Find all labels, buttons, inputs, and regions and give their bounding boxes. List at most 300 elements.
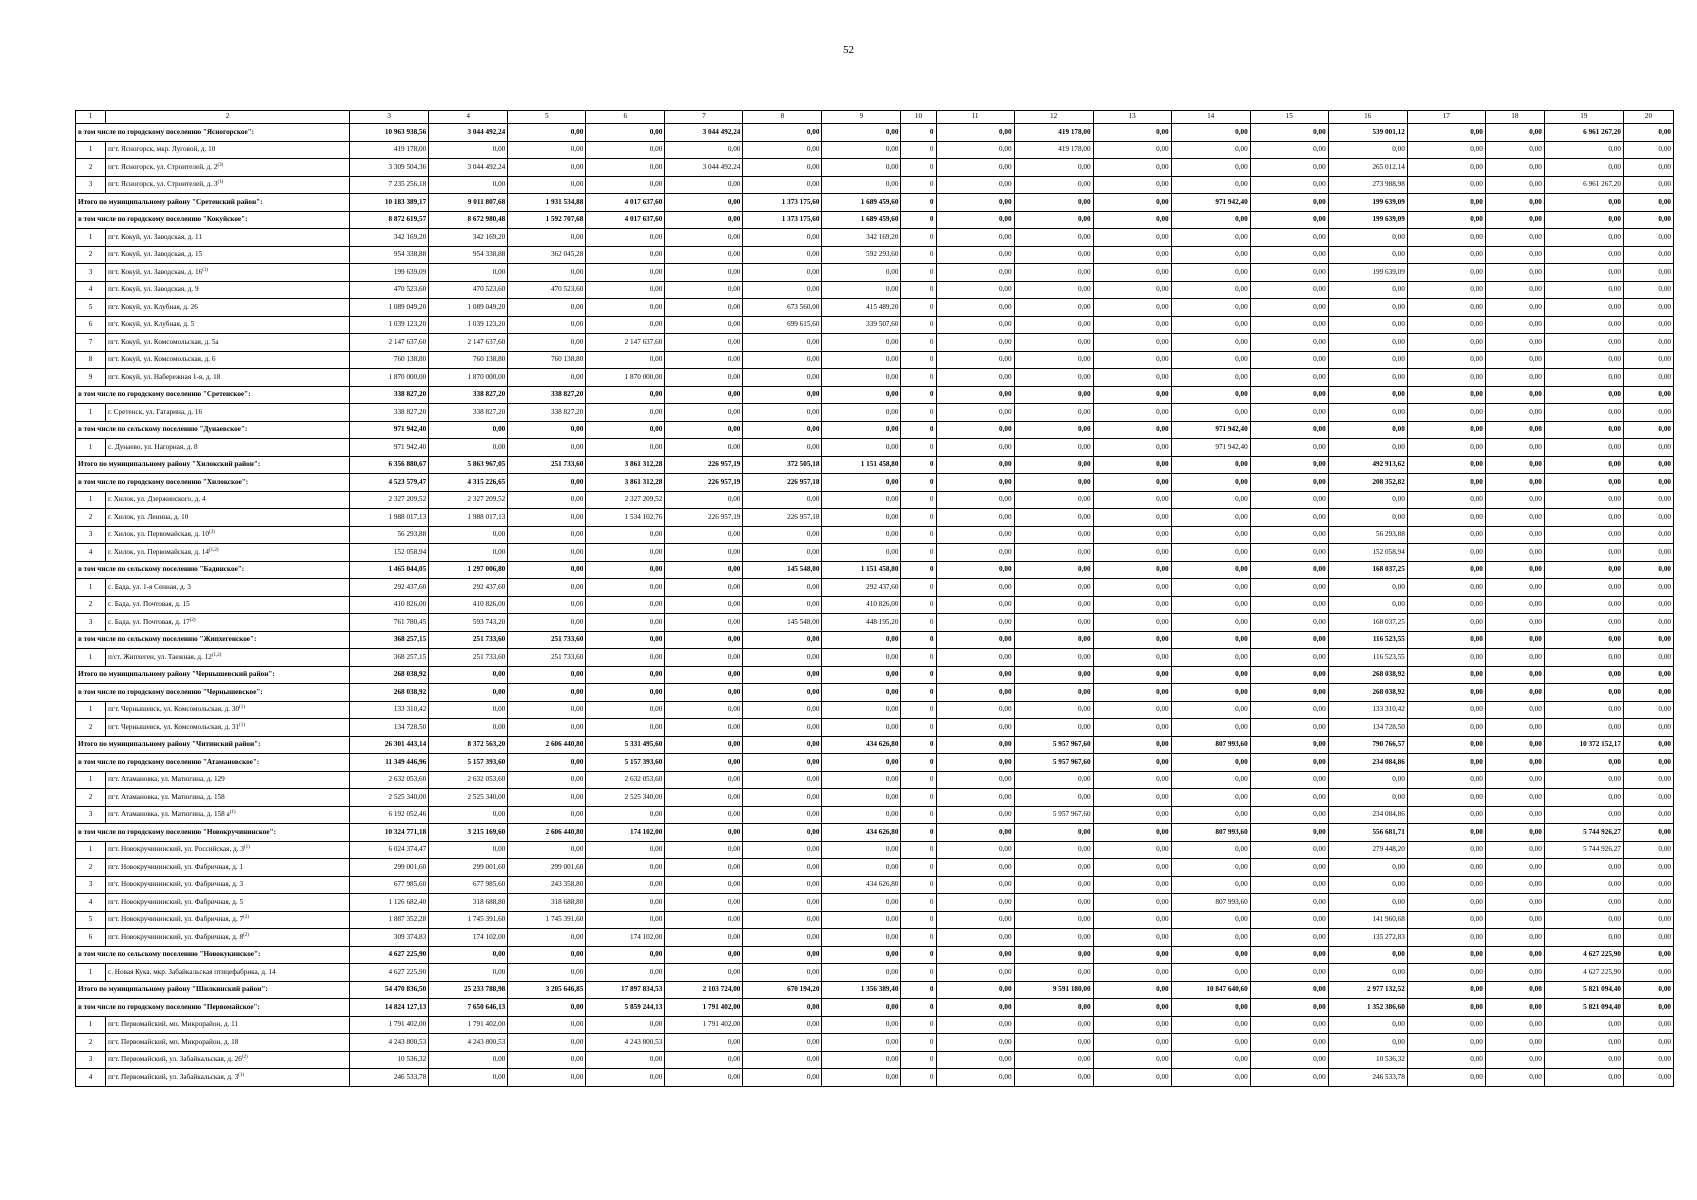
value-cell xyxy=(1544,474,1623,492)
value-cell xyxy=(901,649,936,667)
table-row xyxy=(76,176,1674,194)
value-cell xyxy=(1093,281,1171,299)
address-cell xyxy=(106,911,350,929)
cell-text: 0,00 xyxy=(1658,740,1671,749)
value-cell xyxy=(1014,421,1093,439)
cell-text: 1 xyxy=(88,145,93,154)
value-cell xyxy=(1328,649,1407,667)
cell-text: 0,00 xyxy=(885,915,899,924)
cell-text: 0,00 xyxy=(885,372,899,381)
cell-text: 0,00 xyxy=(1608,687,1621,696)
value-cell xyxy=(586,456,665,474)
value-cell xyxy=(429,946,508,964)
cell-text: 0,00 xyxy=(1470,967,1483,976)
value-cell xyxy=(586,649,665,667)
value-cell xyxy=(429,964,508,982)
value-cell xyxy=(901,561,936,579)
cell-text: 954 338,88 xyxy=(472,250,506,259)
cell-text: 246 533,78 xyxy=(1372,1072,1405,1081)
subtotal-row xyxy=(76,754,1674,772)
value-cell xyxy=(350,176,429,194)
cell-text: 0 xyxy=(929,600,934,609)
cell-text: 0,00 xyxy=(570,687,584,696)
cell-text: 0,00 xyxy=(649,950,663,959)
address-cell xyxy=(106,141,350,159)
cell-text: 0,00 xyxy=(1608,460,1621,469)
value-cell xyxy=(901,841,936,859)
cell-text: 0,00 xyxy=(727,740,741,749)
cell-text: 0,00 xyxy=(1529,600,1542,609)
value-cell xyxy=(1014,1034,1093,1052)
cell-text: 0,00 xyxy=(649,1020,663,1029)
cell-text: пгт. Кокуй, ул. Комсомольская, д. 5а xyxy=(108,337,219,346)
value-cell xyxy=(665,631,743,649)
value-cell xyxy=(1093,894,1171,912)
value-cell xyxy=(586,404,665,422)
value-cell xyxy=(1544,684,1623,702)
cell-text: 0,00 xyxy=(649,705,663,714)
value-cell xyxy=(1407,264,1485,282)
cell-text: 0,00 xyxy=(1658,215,1671,224)
value-cell xyxy=(1171,841,1250,859)
cell-text: 0,00 xyxy=(492,180,506,189)
subtotal-row xyxy=(76,631,1674,649)
value-cell xyxy=(1485,754,1544,772)
value-cell xyxy=(936,141,1014,159)
cell-text: 0,00 xyxy=(727,302,741,311)
value-cell xyxy=(822,684,901,702)
value-cell xyxy=(429,1016,508,1034)
cell-text: 0,00 xyxy=(1235,512,1248,521)
cell-text: 0,00 xyxy=(727,775,741,784)
cell-text: 1 791 402,00 xyxy=(388,1020,427,1029)
value-cell xyxy=(350,824,429,842)
value-cell xyxy=(743,491,822,509)
value-cell xyxy=(1328,474,1407,492)
value-cell xyxy=(1250,281,1328,299)
value-cell xyxy=(1171,894,1250,912)
address-cell xyxy=(106,649,350,667)
cell-text: 1 151 458,80 xyxy=(860,460,899,469)
value-cell xyxy=(1093,159,1171,177)
cell-text: 0,00 xyxy=(1156,810,1169,819)
cell-text: 0,00 xyxy=(1470,845,1483,854)
cell-text: 0,00 xyxy=(1156,372,1169,381)
value-cell xyxy=(1171,561,1250,579)
value-cell xyxy=(822,544,901,562)
value-cell xyxy=(1250,859,1328,877)
cell-text: 0,00 xyxy=(727,915,741,924)
value-cell xyxy=(1014,404,1093,422)
value-cell xyxy=(429,176,508,194)
cell-text: 0,00 xyxy=(1156,250,1169,259)
value-cell xyxy=(1328,596,1407,614)
row-number xyxy=(76,439,106,457)
cell-text: 0,00 xyxy=(1529,512,1542,521)
value-cell xyxy=(743,334,822,352)
value-cell xyxy=(1544,421,1623,439)
value-cell xyxy=(1485,719,1544,737)
cell-text: 0,00 xyxy=(1313,512,1326,521)
cell-text: 0,00 xyxy=(998,582,1012,591)
value-cell xyxy=(901,281,936,299)
value-cell xyxy=(665,211,743,229)
cell-text: 0,00 xyxy=(1235,407,1248,416)
value-cell xyxy=(665,456,743,474)
value-cell xyxy=(1544,386,1623,404)
cell-text: 0 xyxy=(929,792,934,801)
cell-text: 0,00 xyxy=(998,337,1012,346)
value-cell xyxy=(1014,894,1093,912)
value-cell xyxy=(901,474,936,492)
column-header: 20 xyxy=(1623,111,1673,124)
value-cell xyxy=(1623,999,1673,1017)
value-cell xyxy=(1623,596,1673,614)
value-cell xyxy=(429,334,508,352)
value-cell xyxy=(1485,159,1544,177)
cell-text: 0,00 xyxy=(1392,337,1405,346)
value-cell xyxy=(1014,229,1093,247)
cell-text: 0,00 xyxy=(570,302,584,311)
cell-text: 0,00 xyxy=(998,477,1012,486)
footnote-marker: (1) xyxy=(239,705,245,711)
cell-text: 0,00 xyxy=(998,810,1012,819)
cell-text: 251 733,60 xyxy=(550,460,584,469)
value-cell xyxy=(1093,264,1171,282)
value-cell xyxy=(1171,806,1250,824)
value-cell xyxy=(350,509,429,527)
value-cell xyxy=(1014,281,1093,299)
value-cell xyxy=(1171,176,1250,194)
value-cell xyxy=(1544,526,1623,544)
cell-text: пгт. Чернышевск, ул. Комсомольская, д. 31 xyxy=(108,722,240,731)
value-cell xyxy=(665,649,743,667)
cell-text: 309 374,83 xyxy=(393,932,427,941)
cell-text: 0,00 xyxy=(1470,390,1483,399)
value-cell xyxy=(1250,176,1328,194)
value-cell xyxy=(936,334,1014,352)
cell-text: 0,00 xyxy=(649,600,663,609)
value-cell xyxy=(1014,596,1093,614)
address-cell xyxy=(76,631,350,649)
value-cell xyxy=(1328,789,1407,807)
value-cell xyxy=(1171,369,1250,387)
cell-text: 0,00 xyxy=(1235,250,1248,259)
cell-text: 0,00 xyxy=(1078,635,1091,644)
value-cell xyxy=(743,141,822,159)
cell-text: 0,00 xyxy=(1529,407,1542,416)
cell-text: 25 233 788,98 xyxy=(463,985,506,994)
table-row xyxy=(76,911,1674,929)
value-cell xyxy=(1485,841,1544,859)
address-cell xyxy=(106,316,350,334)
cell-text: 0,00 xyxy=(1235,1055,1248,1064)
value-cell xyxy=(1171,124,1250,142)
value-cell xyxy=(429,351,508,369)
cell-text: 0,00 xyxy=(1470,337,1483,346)
value-cell xyxy=(1328,1016,1407,1034)
value-cell xyxy=(1014,1016,1093,1034)
address-cell xyxy=(106,719,350,737)
cell-text: 0,00 xyxy=(806,670,820,679)
value-cell xyxy=(665,964,743,982)
cell-text: 0,00 xyxy=(1313,232,1326,241)
value-cell xyxy=(350,246,429,264)
cell-text: 0,00 xyxy=(570,267,584,276)
value-cell xyxy=(1544,876,1623,894)
cell-text: 0,00 xyxy=(1529,1020,1542,1029)
value-cell xyxy=(1250,876,1328,894)
cell-text: 0,00 xyxy=(1235,267,1248,276)
value-cell xyxy=(665,491,743,509)
value-cell xyxy=(586,264,665,282)
cell-text: 1 xyxy=(88,495,93,504)
cell-text: 0 xyxy=(929,670,934,679)
cell-text: 419 178,00 xyxy=(393,145,427,154)
value-cell xyxy=(508,561,586,579)
value-cell xyxy=(1328,946,1407,964)
cell-text: 0,00 xyxy=(998,617,1012,626)
value-cell xyxy=(1250,789,1328,807)
value-cell xyxy=(586,176,665,194)
value-cell xyxy=(1485,491,1544,509)
value-cell xyxy=(822,281,901,299)
cell-text: 0,00 xyxy=(885,442,899,451)
value-cell xyxy=(1250,719,1328,737)
value-cell xyxy=(822,264,901,282)
value-cell xyxy=(1485,824,1544,842)
cell-text: 0,00 xyxy=(998,862,1012,871)
cell-text: в том числе по городскому поселению "Сретенское": xyxy=(78,390,251,399)
cell-text: 0,00 xyxy=(806,372,820,381)
value-cell xyxy=(1407,736,1485,754)
cell-text: 2 xyxy=(88,512,93,521)
value-cell xyxy=(1623,491,1673,509)
value-cell xyxy=(1623,736,1673,754)
value-cell xyxy=(1093,771,1171,789)
value-cell xyxy=(901,316,936,334)
cell-text: 0,00 xyxy=(1470,915,1483,924)
value-cell xyxy=(429,929,508,947)
value-cell xyxy=(429,684,508,702)
cell-text: 971 942,40 xyxy=(1215,197,1248,206)
value-cell xyxy=(1250,981,1328,999)
cell-text: 0 xyxy=(929,897,934,906)
cell-text: 0,00 xyxy=(1313,1055,1326,1064)
cell-text: 0 xyxy=(929,652,934,661)
cell-text: 3 xyxy=(88,810,93,819)
cell-text: 1 xyxy=(88,582,93,591)
value-cell xyxy=(743,526,822,544)
value-cell xyxy=(743,981,822,999)
value-cell xyxy=(1014,526,1093,544)
cell-text: 0,00 xyxy=(1235,390,1248,399)
subtotal-row xyxy=(76,561,1674,579)
cell-text: 0,00 xyxy=(1658,390,1671,399)
cell-text: 0 xyxy=(929,722,934,731)
cell-text: 0 xyxy=(929,915,934,924)
subtotal-row xyxy=(76,194,1674,212)
value-cell xyxy=(350,1034,429,1052)
cell-text: 0,00 xyxy=(1658,302,1671,311)
value-cell xyxy=(1544,351,1623,369)
cell-text: 0,00 xyxy=(1608,337,1621,346)
value-cell xyxy=(1485,404,1544,422)
value-cell xyxy=(1328,421,1407,439)
value-cell xyxy=(1623,404,1673,422)
cell-text: 0 xyxy=(929,967,934,976)
cell-text: 292 437,60 xyxy=(472,582,506,591)
value-cell xyxy=(1171,439,1250,457)
subtotal-row xyxy=(76,666,1674,684)
cell-text: 0,00 xyxy=(1470,127,1483,136)
cell-text: 368 257,15 xyxy=(393,652,427,661)
cell-text: 419 178,00 xyxy=(1058,127,1091,136)
value-cell xyxy=(586,946,665,964)
cell-text: 0,00 xyxy=(1529,355,1542,364)
cell-text: 0,00 xyxy=(1078,512,1091,521)
cell-text: 0,00 xyxy=(727,967,741,976)
value-cell xyxy=(665,404,743,422)
footnote-marker: (1) xyxy=(202,267,209,273)
value-cell xyxy=(1014,124,1093,142)
value-cell xyxy=(1328,806,1407,824)
cell-text: 0,00 xyxy=(1078,285,1091,294)
value-cell xyxy=(1171,684,1250,702)
cell-text: 0,00 xyxy=(570,950,584,959)
cell-text: 0,00 xyxy=(1078,460,1091,469)
cell-text: 0,00 xyxy=(1658,512,1671,521)
cell-text: 0,00 xyxy=(1608,582,1621,591)
cell-text: 0,00 xyxy=(1470,1072,1483,1081)
value-cell xyxy=(429,614,508,632)
value-cell xyxy=(1407,911,1485,929)
cell-text: 0,00 xyxy=(1470,495,1483,504)
value-cell xyxy=(1093,719,1171,737)
cell-text: 2 632 053,60 xyxy=(388,775,427,784)
cell-text: 208 352,82 xyxy=(1372,477,1405,486)
value-cell xyxy=(1623,211,1673,229)
value-cell xyxy=(1328,981,1407,999)
address-cell xyxy=(106,264,350,282)
column-header: 9 xyxy=(822,111,901,124)
row-number xyxy=(76,876,106,894)
value-cell xyxy=(1250,684,1328,702)
cell-text: пгт. Атамановка, ул. Матюгина, д. 129 xyxy=(108,775,225,784)
cell-text: 0,00 xyxy=(1078,652,1091,661)
cell-text: 0,00 xyxy=(1608,197,1621,206)
value-cell xyxy=(743,666,822,684)
value-cell xyxy=(1171,964,1250,982)
cell-text: 0,00 xyxy=(1608,425,1621,434)
value-cell xyxy=(429,404,508,422)
cell-text: 0,00 xyxy=(1608,617,1621,626)
value-cell xyxy=(822,596,901,614)
value-cell xyxy=(350,369,429,387)
cell-text: 0,00 xyxy=(1078,442,1091,451)
column-header: 15 xyxy=(1250,111,1328,124)
row-number xyxy=(76,526,106,544)
value-cell xyxy=(429,841,508,859)
cell-text: 0,00 xyxy=(998,215,1012,224)
value-cell xyxy=(508,754,586,772)
value-cell xyxy=(429,159,508,177)
value-cell xyxy=(508,141,586,159)
cell-text: 0,00 xyxy=(1313,477,1326,486)
cell-text: 0,00 xyxy=(727,355,741,364)
cell-text: 470 523,60 xyxy=(393,285,427,294)
value-cell xyxy=(1623,666,1673,684)
value-cell xyxy=(1093,509,1171,527)
cell-text: 5 821 094,40 xyxy=(1583,1002,1621,1011)
value-cell xyxy=(743,911,822,929)
cell-text: 0,00 xyxy=(649,810,663,819)
cell-text: 0,00 xyxy=(998,565,1012,574)
cell-text: 299 001,60 xyxy=(472,862,506,871)
subtotal-row xyxy=(76,684,1674,702)
cell-text: 251 733,60 xyxy=(472,652,506,661)
cell-text: 4 315 226,65 xyxy=(467,477,506,486)
cell-text: 0,00 xyxy=(1078,775,1091,784)
cell-text: 0,00 xyxy=(1156,705,1169,714)
cell-text: с. Бада, ул. Почтовая, д. 15 xyxy=(108,600,190,609)
value-cell xyxy=(901,736,936,754)
cell-text: 0,00 xyxy=(1470,880,1483,889)
cell-text: 0,00 xyxy=(1658,565,1671,574)
cell-text: пгт. Ясногорск, ул. Строителей, д. 2 xyxy=(108,162,218,171)
cell-text: 539 001,12 xyxy=(1372,127,1405,136)
value-cell xyxy=(508,981,586,999)
cell-text: 0,00 xyxy=(998,285,1012,294)
value-cell xyxy=(1485,456,1544,474)
cell-text: 10 324 771,18 xyxy=(384,827,427,836)
cell-text: 0,00 xyxy=(1078,477,1091,486)
cell-text: 0,00 xyxy=(1658,635,1671,644)
value-cell xyxy=(665,824,743,842)
cell-text: 0,00 xyxy=(1658,1002,1671,1011)
value-cell xyxy=(665,264,743,282)
value-cell xyxy=(508,876,586,894)
value-cell xyxy=(1623,964,1673,982)
value-cell xyxy=(743,351,822,369)
value-cell xyxy=(350,334,429,352)
cell-text: пгт. Новокручининский, ул. Фабричная, д. 8 xyxy=(108,932,244,941)
value-cell xyxy=(901,421,936,439)
value-cell xyxy=(822,124,901,142)
cell-text: 292 437,60 xyxy=(866,582,899,591)
cell-text: 0,00 xyxy=(885,775,899,784)
cell-text: 0,00 xyxy=(1078,722,1091,731)
value-cell xyxy=(1014,736,1093,754)
cell-text: 0,00 xyxy=(1608,355,1621,364)
row-number xyxy=(76,719,106,737)
address-cell xyxy=(106,299,350,317)
cell-text: 0,00 xyxy=(885,1055,899,1064)
value-cell xyxy=(429,194,508,212)
value-cell xyxy=(665,894,743,912)
cell-text: 470 523,60 xyxy=(550,285,584,294)
value-cell xyxy=(1171,596,1250,614)
value-cell xyxy=(508,894,586,912)
cell-text: 4 xyxy=(88,1072,93,1081)
cell-text: 0,00 xyxy=(1470,460,1483,469)
row-number xyxy=(76,316,106,334)
value-cell xyxy=(350,194,429,212)
cell-text: 0,00 xyxy=(1078,827,1091,836)
value-cell xyxy=(429,474,508,492)
cell-text: 0,00 xyxy=(1078,232,1091,241)
address-cell xyxy=(106,509,350,527)
